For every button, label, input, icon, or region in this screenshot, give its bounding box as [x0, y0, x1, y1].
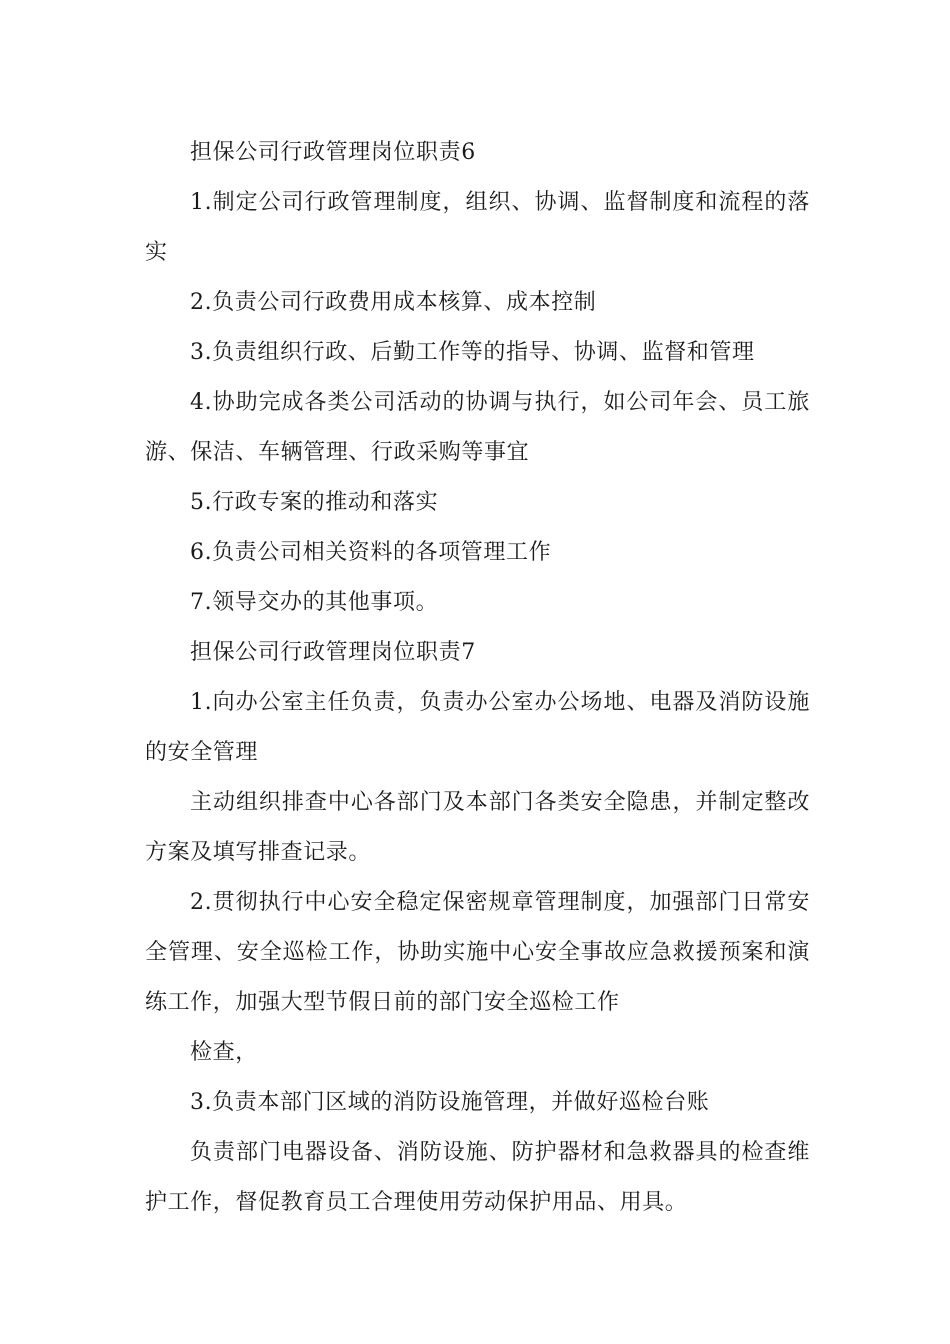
- duty-item: 1.向办公室主任负责，负责办公室办公场地、电器及消防设施的安全管理: [145, 690, 810, 765]
- section-heading: 担保公司行政管理岗位职责6: [190, 140, 476, 165]
- duty-paragraph: 检查，: [190, 1040, 258, 1065]
- duty-item: 5.行政专案的推动和落实: [190, 490, 439, 515]
- duty-item: 7.领导交办的其他事项。: [190, 590, 439, 615]
- document-body: [145, 128, 810, 1228]
- duty-item: 4.协助完成各类公司活动的协调与执行，如公司年会、员工旅游、保洁、车辆管理、行政采购等事宜: [145, 390, 810, 465]
- duty-paragraph: 主动组织排查中心各部门及本部门各类安全隐患，并制定整改方案及填写排查记录。: [145, 790, 810, 865]
- duty-item: 1.制定公司行政管理制度，组织、协调、监督制度和流程的落实: [145, 190, 810, 265]
- duty-paragraph: 负责部门电器设备、消防设施、防护器材和急救器具的检查维护工作，督促教育员工合理使用劳动保护用品、用具。: [145, 1140, 810, 1215]
- duty-item: 6.负责公司相关资料的各项管理工作: [190, 540, 552, 565]
- duty-item: 3.负责本部门区域的消防设施管理，并做好巡检台账: [190, 1090, 710, 1115]
- section-heading: 担保公司行政管理岗位职责7: [190, 640, 476, 665]
- duty-item: 2.贯彻执行中心安全稳定保密规章管理制度，加强部门日常安全管理、安全巡检工作，协助实施中心安全事故应急救援预案和演练工作，加强大型节假日前的部门安全巡检工作: [145, 890, 810, 1015]
- duty-item: 3.负责组织行政、后勤工作等的指导、协调、监督和管理: [190, 340, 755, 365]
- duty-item: 2.负责公司行政费用成本核算、成本控制: [190, 290, 597, 315]
